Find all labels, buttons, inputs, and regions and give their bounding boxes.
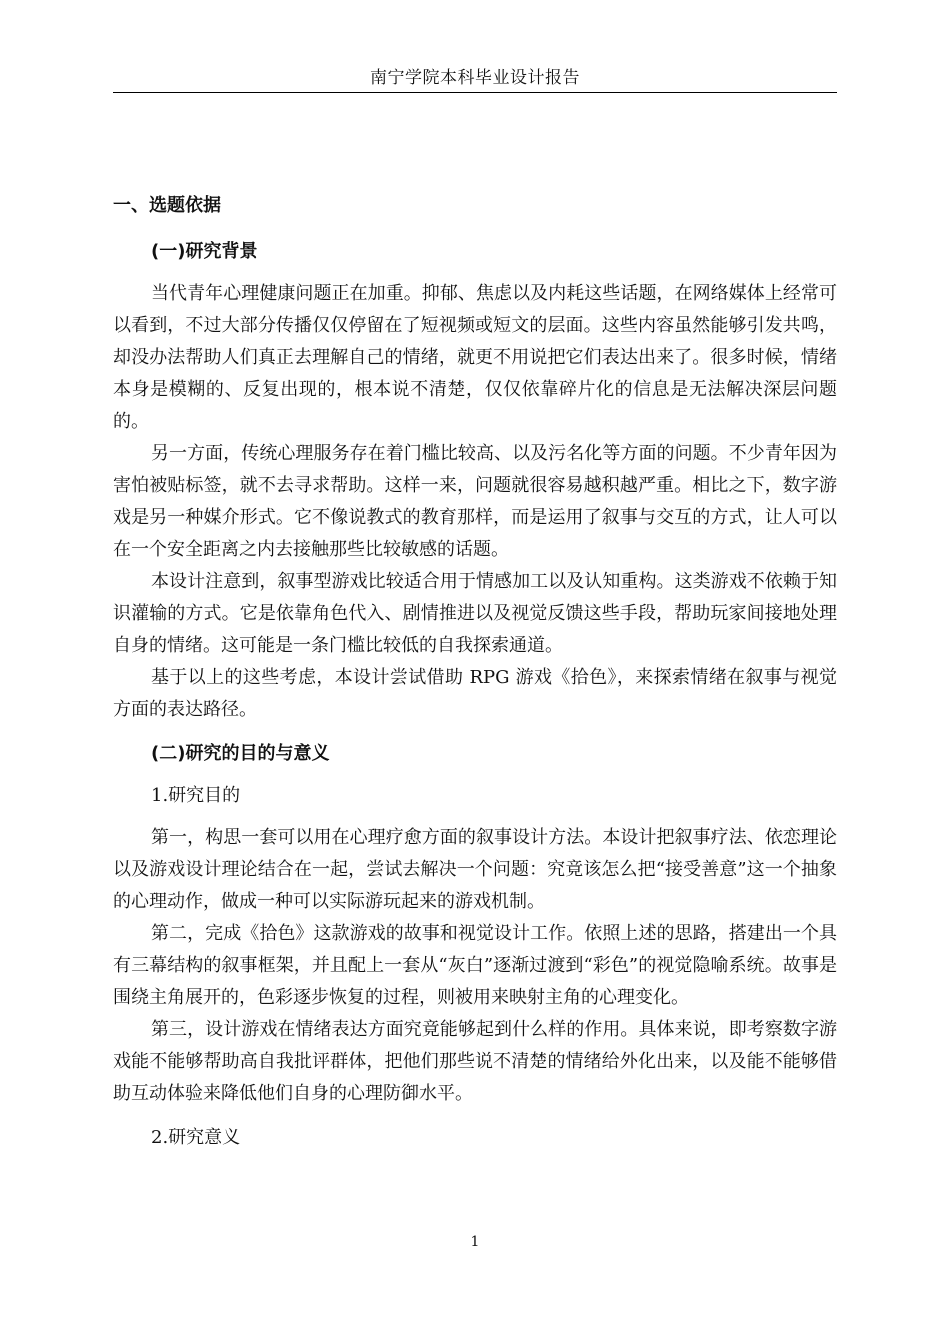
paragraph: 另一方面，传统心理服务存在着门槛比较高、以及污名化等方面的问题。不少青年因为害怕被贴标签，就不去寻求帮助。这样一来，问题就很容易越积越严重。相比之下，数字游戏是另一种媒介形式。它不像说教式的教育那样，而是运用了叙事与交互的方式，让人可以在一个安全距离之内去接触那些比较敏感的话题。 [113, 443, 837, 560]
subsection-heading-background: (一)研究背景 [151, 241, 258, 262]
paragraph: 第二，完成《拾色》这款游戏的故事和视觉设计工作。依照上述的思路，搭建出一个具有三幕结构的叙事框架，并且配上一套从“灰白”逐渐过渡到“彩色”的视觉隐喻系统。故事是围绕主角展开的，色彩逐步恢复的过程，则被用来映射主角的心理变化。 [113, 923, 837, 1008]
section-heading: 一、选题依据 [113, 195, 221, 216]
document-body [113, 190, 837, 1164]
paragraph: 当代青年心理健康问题正在加重。抑郁、焦虑以及内耗这些话题，在网络媒体上经常可以看到，不过大部分传播仅仅停留在了短视频或短文的层面。这些内容虽然能够引发共鸣，却没办法帮助人们真正去理解自己的情绪，就更不用说把它们表达出来了。很多时候，情绪本身是模糊的、反复出现的，根本说不清楚，仅仅依靠碎片化的信息是无法解决深层问题的。 [113, 283, 837, 432]
paragraph: 本设计注意到，叙事型游戏比较适合用于情感加工以及认知重构。这类游戏不依赖于知识灌输的方式。它是依靠角色代入、剧情推进以及视觉反馈这些手段，帮助玩家间接地处理自身的情绪。这可能是一条门槛比较低的自我探索通道。 [113, 571, 837, 656]
header-title: 南宁学院本科毕业设计报告 [370, 68, 580, 88]
item-heading-significance: 2.研究意义 [151, 1127, 241, 1148]
subsection-heading-purpose: (二)研究的目的与意义 [151, 743, 330, 764]
page-number: 1 [470, 1234, 480, 1250]
page-header [113, 66, 837, 93]
paragraph: 基于以上的这些考虑，本设计尝试借助 RPG 游戏《拾色》，来探索情绪在叙事与视觉方面的表达路径。 [113, 667, 837, 720]
paragraph: 第一，构思一套可以用在心理疗愈方面的叙事设计方法。本设计把叙事疗法、依恋理论以及游戏设计理论结合在一起，尝试去解决一个问题：究竟该怎么把“接受善意”这一个抽象的心理动作，做成一种可以实际游玩起来的游戏机制。 [113, 827, 837, 912]
paragraph: 第三，设计游戏在情绪表达方面究竟能够起到什么样的作用。具体来说，即考察数字游戏能不能够帮助高自我批评群体，把他们那些说不清楚的情绪给外化出来，以及能不能够借助互动体验来降低他们自身的心理防御水平。 [113, 1019, 837, 1104]
item-heading-purpose: 1.研究目的 [151, 785, 241, 806]
